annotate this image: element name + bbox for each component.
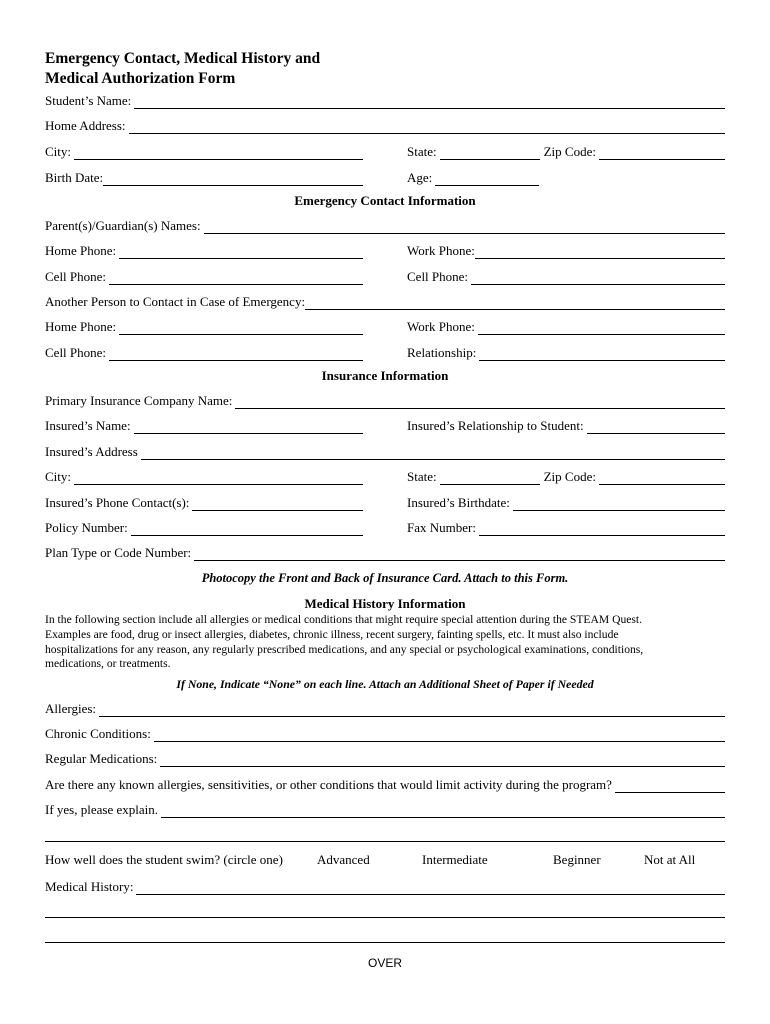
medical-history-field[interactable] [45, 879, 725, 895]
allergies-label: Allergies: [45, 701, 97, 716]
medical-instructions-line-4: medications, or treatments. [45, 657, 171, 671]
home-phone-field[interactable] [45, 243, 363, 259]
swim-option-intermediate[interactable]: Intermediate [422, 852, 488, 867]
cell-phone-3-label: Cell Phone: [45, 345, 107, 360]
home-phone-label: Home Phone: [45, 243, 117, 258]
regular-medications-field[interactable] [45, 751, 725, 767]
chronic-conditions-line[interactable] [154, 729, 725, 742]
insured-phone-field[interactable] [45, 495, 363, 511]
form-title-line-2: Medical Authorization Form [45, 70, 236, 87]
medical-instructions-line-1: In the following section include all allergies or medical conditions that might require special attention during the STEAM Quest. [45, 613, 643, 626]
work-phone-2-field[interactable] [407, 319, 725, 335]
chronic-conditions-field[interactable] [45, 726, 725, 742]
work-phone-field[interactable] [407, 243, 725, 259]
swim-option-beginner[interactable]: Beginner [553, 852, 601, 867]
birth-date-field[interactable] [45, 170, 363, 186]
insured-state-line[interactable] [440, 472, 540, 485]
insured-city-field[interactable] [45, 469, 363, 485]
relationship-label: Relationship: [407, 345, 477, 360]
form-title [45, 49, 320, 89]
policy-number-field[interactable] [45, 520, 363, 536]
explain-label: If yes, please explain. [45, 802, 158, 817]
fax-number-field[interactable] [407, 520, 725, 536]
insured-state-label: State: [407, 469, 437, 484]
city-field[interactable] [45, 144, 363, 160]
cell-phone-field[interactable] [45, 269, 363, 285]
insurance-company-label: Primary Insurance Company Name: [45, 393, 233, 408]
age-field[interactable] [407, 170, 725, 186]
home-phone-line[interactable] [119, 246, 363, 259]
plan-type-label: Plan Type or Code Number: [45, 545, 192, 560]
swim-question: How well does the student swim? (circle one) [45, 852, 283, 867]
cell-phone-3-field[interactable] [45, 345, 363, 361]
form-title-line-1: Emergency Contact, Medical History and [45, 50, 321, 67]
home-address-line[interactable] [129, 121, 725, 134]
parents-label: Parent(s)/Guardian(s) Names: [45, 218, 201, 233]
cell-phone-2-field[interactable] [407, 269, 725, 285]
swim-ability-row [45, 852, 725, 870]
cell-phone-line[interactable] [109, 272, 363, 285]
plan-type-field[interactable] [45, 545, 725, 561]
medical-instructions [45, 613, 725, 672]
age-line[interactable] [435, 173, 539, 186]
explain-line[interactable] [161, 805, 725, 818]
policy-number-line[interactable] [131, 523, 363, 536]
insured-city-line[interactable] [74, 472, 363, 485]
student-name-label: Student’s Name: [45, 93, 132, 108]
limit-activity-question: Are there any known allergies, sensitivities, or other conditions that would limit activity during the program? [45, 777, 612, 792]
relationship-line[interactable] [479, 348, 725, 361]
medical-history-extra-line-2[interactable] [45, 942, 725, 943]
birth-date-line[interactable] [103, 173, 363, 186]
work-phone-2-line[interactable] [478, 322, 725, 335]
insured-zip-line[interactable] [599, 472, 725, 485]
insured-address-field[interactable] [45, 444, 725, 460]
swim-option-advanced[interactable]: Advanced [317, 852, 370, 867]
insurance-company-line[interactable] [235, 396, 725, 409]
insured-state-zip-field[interactable] [407, 469, 725, 485]
cell-phone-2-label: Cell Phone: [407, 269, 469, 284]
medical-history-label: Medical History: [45, 879, 134, 894]
over-note: OVER [367, 956, 402, 970]
medical-instructions-line-3: hospitalizations for any reason, any regularly prescribed medications, and any special or psychological examinations, conditions, [45, 642, 644, 656]
emergency-heading: Emergency Contact Information [294, 193, 476, 208]
explain-extra-line[interactable] [45, 841, 725, 842]
another-contact-line[interactable] [305, 297, 725, 310]
insured-name-line[interactable] [134, 421, 363, 434]
home-phone-2-label: Home Phone: [45, 319, 117, 334]
insured-zip-label: Zip Code: [543, 469, 596, 484]
insured-name-field[interactable] [45, 418, 363, 434]
photocopy-note: Photocopy the Front and Back of Insurance Card. Attach to this Form. [201, 571, 569, 585]
insurance-heading: Insurance Information [321, 368, 449, 383]
work-phone-label: Work Phone: [407, 243, 475, 258]
medical-history-line[interactable] [136, 882, 725, 895]
state-zip-field[interactable] [407, 144, 725, 160]
medical-instructions-line-2: Examples are food, drug or insect allergies, diabetes, chronic illness, recent surgery, fainting spells, etc. It must also include [45, 627, 619, 641]
state-line[interactable] [440, 147, 540, 160]
zip-label: Zip Code: [543, 144, 596, 159]
cell-phone-label: Cell Phone: [45, 269, 107, 284]
insured-relationship-line[interactable] [587, 421, 725, 434]
parents-line[interactable] [204, 221, 725, 234]
limit-activity-line[interactable] [615, 780, 725, 793]
insured-phone-label: Insured’s Phone Contact(s): [45, 495, 190, 510]
home-address-field[interactable] [45, 118, 725, 134]
another-contact-label: Another Person to Contact in Case of Emergency: [45, 294, 306, 309]
student-name-line[interactable] [134, 96, 725, 109]
insured-birthdate-label: Insured’s Birthdate: [407, 495, 510, 510]
insured-address-label: Insured’s Address [45, 444, 138, 459]
swim-option-not-at-all[interactable]: Not at All [644, 852, 696, 867]
student-name-field[interactable] [45, 93, 725, 109]
fax-number-line[interactable] [479, 523, 725, 536]
insured-name-label: Insured’s Name: [45, 418, 131, 433]
allergies-field[interactable] [45, 701, 725, 717]
work-phone-2-label: Work Phone: [407, 319, 475, 334]
cell-phone-3-line[interactable] [109, 348, 363, 361]
medical-history-extra-line-1[interactable] [45, 917, 725, 918]
insured-city-label: City: [45, 469, 72, 484]
relationship-field[interactable] [407, 345, 725, 361]
explain-field[interactable] [45, 802, 725, 818]
allergies-line[interactable] [99, 704, 725, 717]
insured-birthdate-field[interactable] [407, 495, 725, 511]
chronic-conditions-label: Chronic Conditions: [45, 726, 151, 741]
birth-date-label: Birth Date: [45, 170, 104, 185]
home-phone-2-line[interactable] [119, 322, 363, 335]
insured-relationship-field[interactable] [407, 418, 725, 434]
policy-number-label: Policy Number: [45, 520, 128, 535]
insurance-company-field[interactable] [45, 393, 725, 409]
cell-phone-2-line[interactable] [471, 272, 725, 285]
zip-line[interactable] [599, 147, 725, 160]
city-line[interactable] [74, 147, 363, 160]
none-note: If None, Indicate “None” on each line. Attach an Additional Sheet of Paper if Needed [176, 677, 594, 691]
work-phone-line[interactable] [475, 246, 725, 259]
parents-field[interactable] [45, 218, 725, 234]
city-label: City: [45, 144, 72, 159]
regular-medications-line[interactable] [160, 754, 725, 767]
plan-type-line[interactable] [194, 548, 725, 561]
state-label: State: [407, 144, 437, 159]
regular-medications-label: Regular Medications: [45, 751, 158, 766]
insured-birthdate-line[interactable] [513, 498, 725, 511]
insured-address-line[interactable] [141, 447, 725, 460]
age-label: Age: [407, 170, 433, 185]
home-phone-2-field[interactable] [45, 319, 363, 335]
limit-activity-field[interactable] [45, 777, 725, 793]
fax-number-label: Fax Number: [407, 520, 476, 535]
medical-heading: Medical History Information [304, 596, 466, 611]
insured-phone-line[interactable] [192, 498, 363, 511]
home-address-label: Home Address: [45, 118, 126, 133]
another-contact-field[interactable] [45, 294, 725, 310]
insured-relationship-label: Insured’s Relationship to Student: [407, 418, 584, 433]
